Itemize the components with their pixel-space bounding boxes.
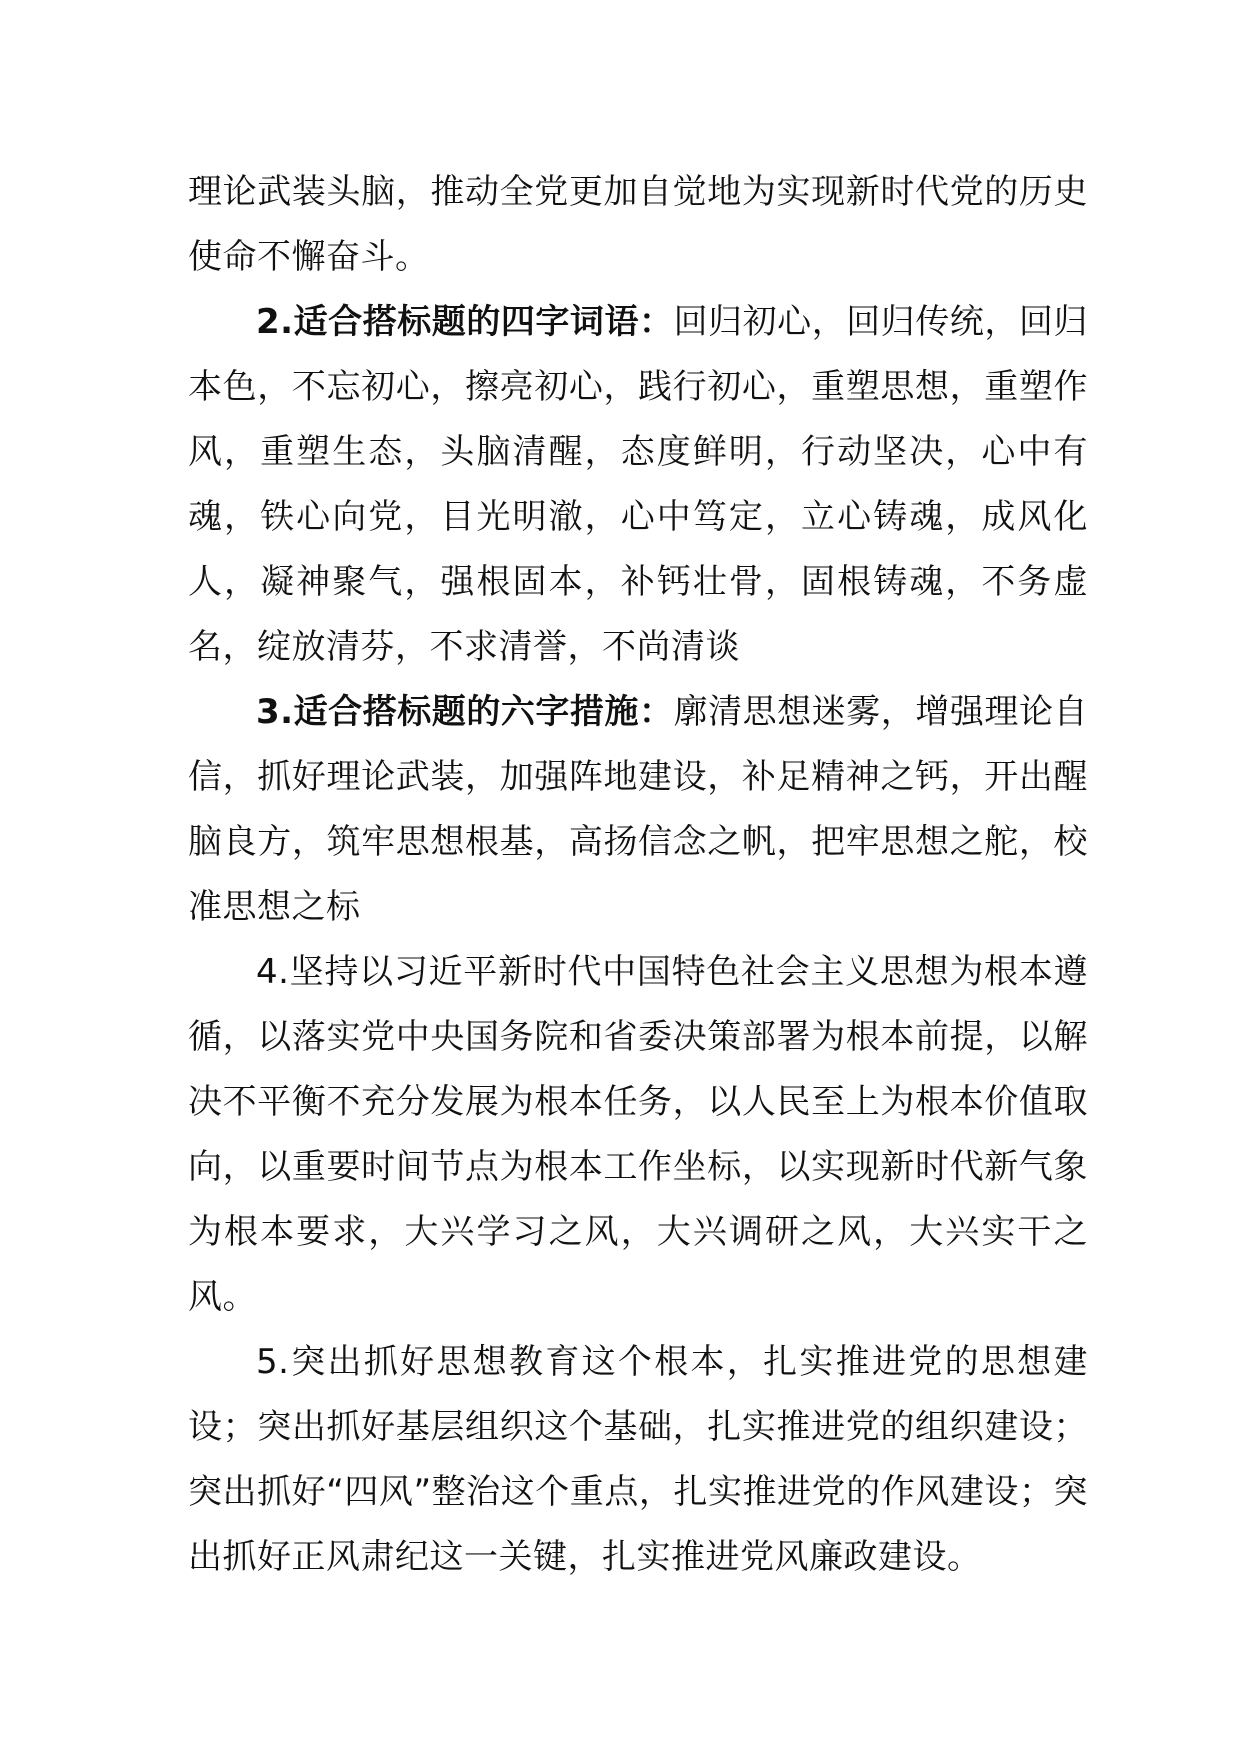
paragraph-text: 廓清思想迷雾，增强理论自信，抓好理论武装，加强阵地建设，补足精神之钙，开出醒脑良方，筑牢思想根基，高扬信念之帆，把牢思想之舵，校准思想之标 <box>188 692 1089 927</box>
paragraph-text: 4.坚持以习近平新时代中国特色社会主义思想为根本遵循，以落实党中央国务院和省委决策部署为根本前提，以解决不平衡不充分发展为根本任务，以人民至上为根本价值取向，以重要时间节点为根本工作坐标，以实现新时代新气象为根本要求，大兴学习之风，大兴调研之风，大兴实干之风。 <box>188 952 1088 1317</box>
paragraph-text: 回归初心，回归传统，回归本色，不忘初心，擦亮初心，践行初心，重塑思想，重塑作风，重塑生态，头脑清醒，态度鲜明，行动坚决，心中有魂，铁心向党，目光明澈，心中笃定，立心铸魂，成风化人，凝神聚气，强根固本，补钙壮骨，固根铸魂，不务虚名，绽放清芬，不求清誉，不尚清谈 <box>188 302 1089 667</box>
document-body <box>188 160 1088 1590</box>
paragraph-item-4 <box>188 940 1088 1330</box>
paragraph-item-5 <box>188 1330 1088 1590</box>
paragraph-continuation <box>188 160 1088 290</box>
paragraph-item-2 <box>188 290 1088 680</box>
paragraph-heading: 2.适合搭标题的四字词语： <box>256 302 674 342</box>
paragraph-heading: 3.适合搭标题的六字措施： <box>256 692 674 732</box>
paragraph-text: 理论武装头脑，推动全党更加自觉地为实现新时代党的历史使命不懈奋斗。 <box>188 172 1088 277</box>
paragraph-item-3 <box>188 680 1088 940</box>
paragraph-text: 5.突出抓好思想教育这个根本，扎实推进党的思想建设；突出抓好基层组织这个基础，扎实推进党的组织建设；突出抓好“四风”整治这个重点，扎实推进党的作风建设；突出抓好正风肃纪这一关键，扎实推进党风廉政建设。 <box>188 1342 1088 1577</box>
